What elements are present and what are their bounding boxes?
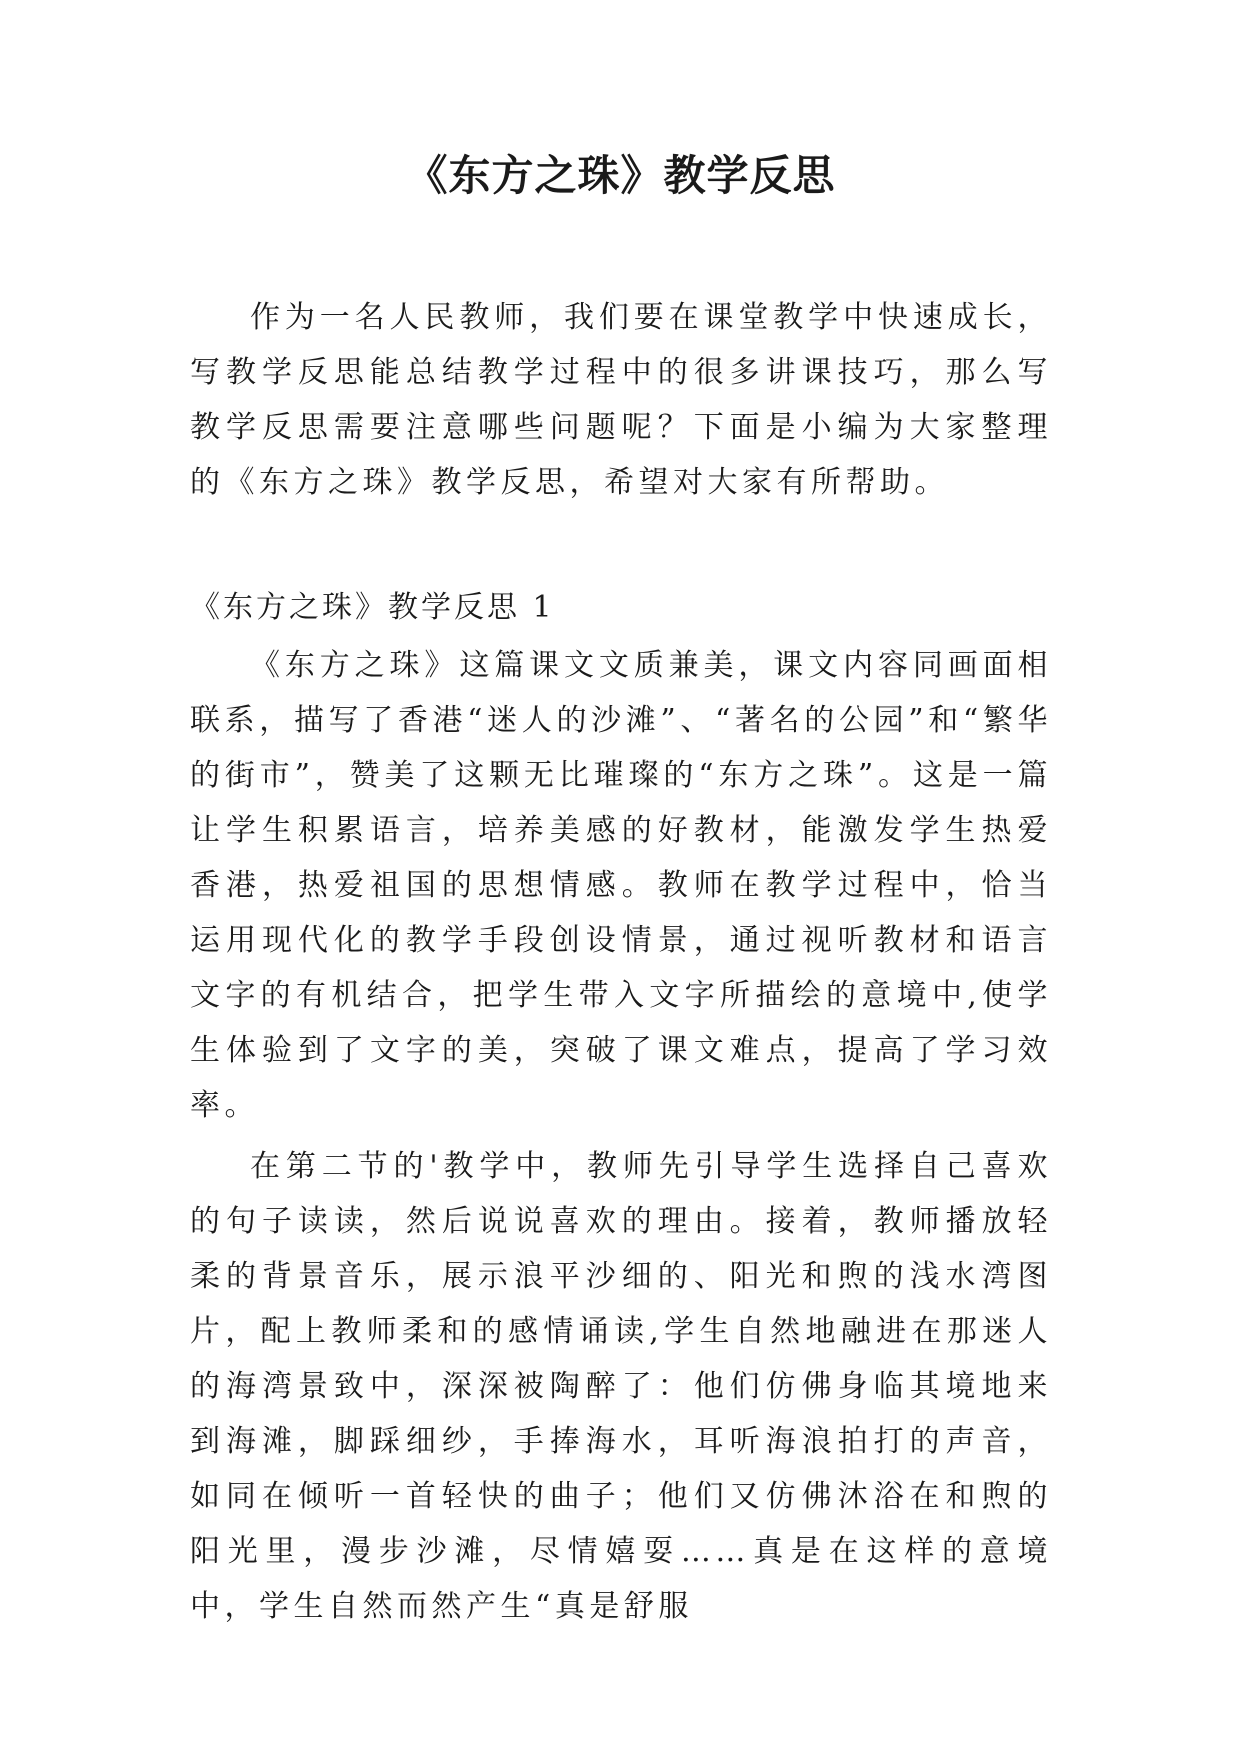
- document-title: 《东方之珠》教学反思: [405, 151, 836, 200]
- intro-block: [190, 290, 1052, 510]
- section-heading: 《东方之珠》教学反思 1: [190, 590, 555, 625]
- body-paragraph: 《东方之珠》这篇课文文质兼美，课文内容同画面相联系，描写了香港“迷人的沙滩”、“著名的公园”和“繁华的街市”，赞美了这颗无比璀璨的“东方之珠”。这是一篇让学生积累语言，培养美感的好教材，能激发学生热爱香港，热爱祖国的思想情感。教师在教学过程中，恰当运用现代化的教学手段创设情景，通过视听教材和语言文字的有机结合，把学生带入文字所描绘的意境中,使学生体验到了文字的美，突破了课文难点，提高了学习效率。: [190, 648, 1052, 1123]
- body-paragraph: 在第二节的'教学中，教师先引导学生选择自己喜欢的句子读读，然后说说喜欢的理由。接着，教师播放轻柔的背景音乐，展示浪平沙细的、阳光和煦的浅水湾图片，配上教师柔和的感情诵读,学生自然地融进在那迷人的海湾景致中，深深被陶醉了：他们仿佛身临其境地来到海滩，脚踩细纱，手捧海水，耳听海浪拍打的声音，如同在倾听一首轻快的曲子；他们又仿佛沐浴在和煦的阳光里，漫步沙滩，尽情嬉耍……真是在这样的意境中，学生自然而然产生“真是舒服: [190, 1149, 1052, 1624]
- section-body: [190, 638, 1052, 1634]
- intro-paragraph: 作为一名人民教师，我们要在课堂教学中快速成长，写教学反思能总结教学过程中的很多讲课技巧，那么写教学反思需要注意哪些问题呢？下面是小编为大家整理的《东方之珠》教学反思，希望对大家有所帮助。: [190, 300, 1052, 500]
